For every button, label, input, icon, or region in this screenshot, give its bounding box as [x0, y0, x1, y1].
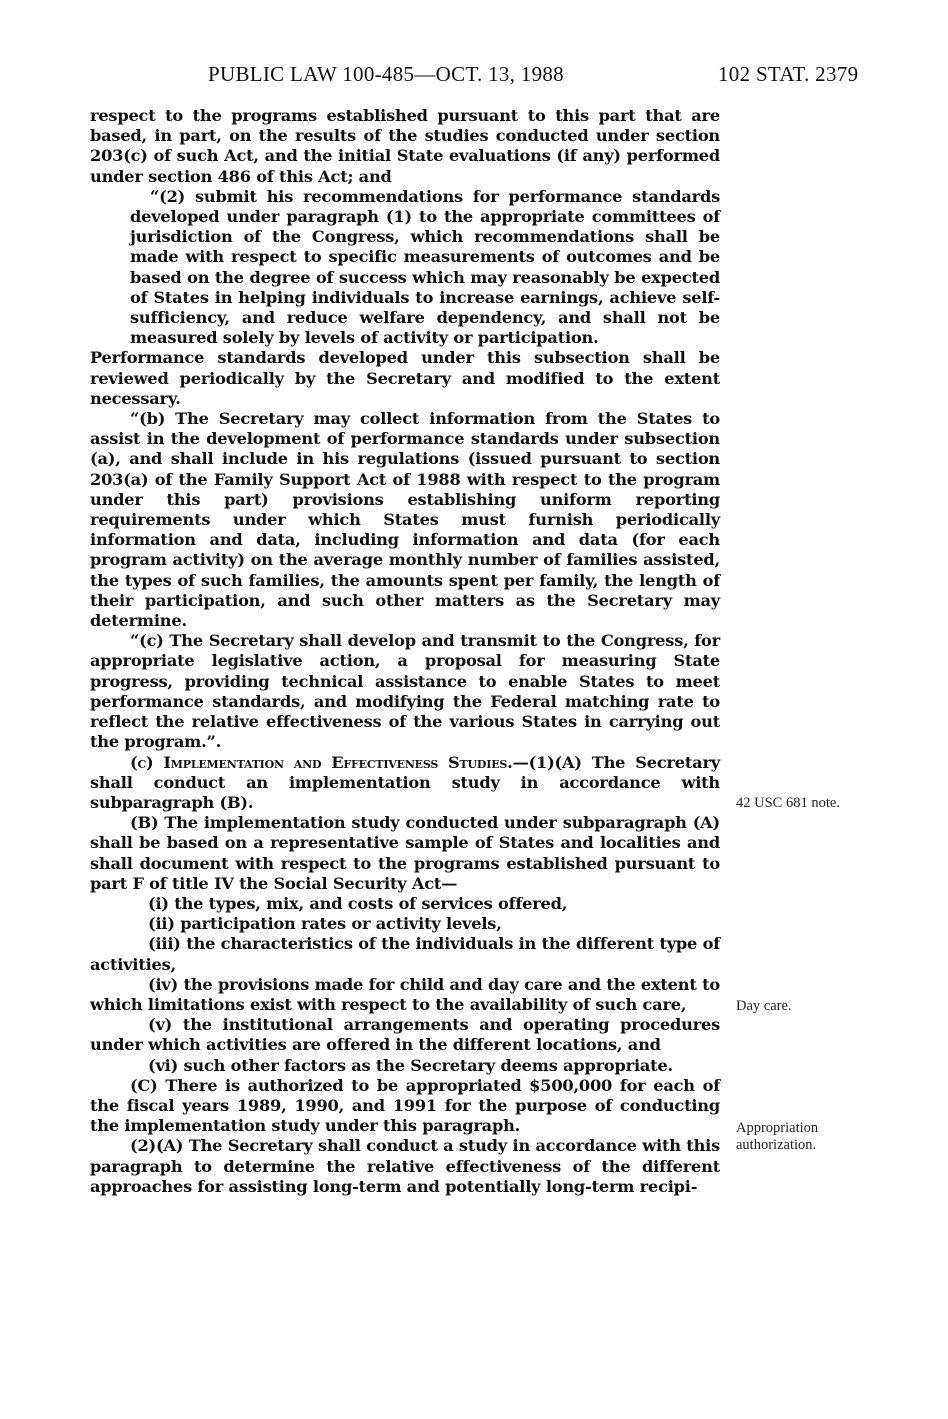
paragraph-performance-standards: Performance standards developed under this subsection shall be reviewed periodically by the Secretary and modified to the extent necessary. [90, 348, 720, 408]
paragraph-continuation: respect to the programs established pursuant to this part that are based, in part, on the results of the studies conducted under section 203(c) of such Act, and the initial State evaluations (if any) performed under section 486 of this Act; and [90, 106, 720, 186]
margin-note-usc: 42 USC 681 note. [736, 795, 840, 811]
body-text [90, 106, 720, 1197]
margin-note-day-care: Day care. [736, 998, 792, 1014]
list-item: (vi) such other factors as the Secretary deems appropriate. [148, 1055, 673, 1075]
page-reference: 102 STAT. 2379 [718, 62, 859, 86]
list-item: (iii) the characteristics of the individuals in the different type of activities, [90, 934, 720, 974]
section-heading: (c) Implementation and Effectiveness Studies. [130, 752, 513, 772]
list-item: (iv) the provisions made for child and day care and the extent to which limitations exist with respect to the availability of such care, [90, 974, 720, 1014]
paragraph-effectiveness-study: (2)(A) The Secretary shall conduct a study in accordance with this paragraph to determine the relative effectiveness of the different approaches for assisting long-term and potentially long-term recipi- [90, 1136, 720, 1196]
list-item: (v) the institutional arrangements and operating procedures under which activities are offered in the different locations, and [90, 1015, 720, 1055]
margin-note-appropriation: Appropriation authorization. [736, 1120, 819, 1153]
list-item: (ii) participation rates or activity levels, [148, 914, 502, 934]
paragraph-appropriation: (C) There is authorized to be appropriated $500,000 for each of the fiscal years 1989, 1990, and 1991 for the purpose of conducting the implementation study under this paragraph. [90, 1075, 720, 1136]
paragraph-recommendations: “(2) submit his recommendations for performance standards developed under paragraph (1) to the appropriate committees of jurisdiction of the Congress, which recommendations shall be made with respect to specific measurements of outcomes and be based on the degree of success which may reasonably be expected of States in helping individuals to increase earnings, achieve self-sufficiency, and reduce welfare dependency, and shall not be measured solely by levels of activity or participation. [130, 186, 720, 348]
paragraph-subsection-b: “(b) The Secretary may collect information from the States to assist in the development of performance standards under subsection (a), and shall include in his regulations (issued pursuant to section 203(a) of the Family Support Act of 1988 with respect to the program under this part) provisions establishing uniform reporting requirements under which States must furnish periodically information and data, including information and data (for each program activity) on the average monthly number of families assisted, the types of such families, the amounts spent per family, the length of their participation, and such other matters as the Secretary may determine. [90, 409, 720, 631]
paragraph-subsection-c: “(c) The Secretary shall develop and transmit to the Congress, for appropriate legislative action, a proposal for measuring State progress, providing technical assistance to enable States to meet performance standards, and modifying the Federal matching rate to reflect the relative effectiveness of the various States in carrying out the program.”. [90, 631, 720, 752]
paragraph-subparagraph-b: (B) The implementation study conducted under subparagraph (A) shall be based on a representative sample of States and localities and shall document with respect to the programs established pursuant to part F of title IV the Social Security Act— [90, 813, 720, 893]
running-header-title: PUBLIC LAW 100-485—OCT. 13, 1988 [208, 62, 564, 86]
paragraph-implementation-studies: (c) Implementation and Effectiveness Studies.—(1)(A) The Secretary shall conduct an implementation study in accordance with subparagraph (B). [90, 752, 721, 812]
list-item: (i) the types, mix, and costs of services offered, [148, 893, 568, 913]
